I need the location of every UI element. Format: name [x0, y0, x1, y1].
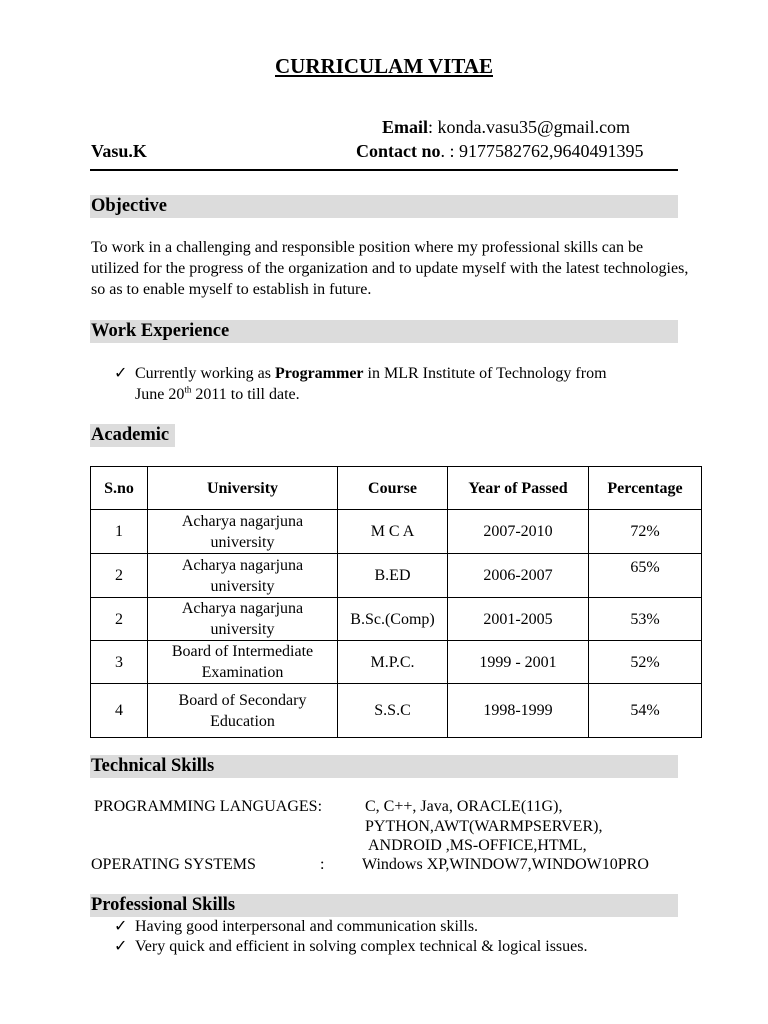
cell-university: Acharya nagarjuna university	[148, 510, 338, 554]
table-row	[91, 598, 702, 641]
cell-sno: 1	[91, 510, 148, 554]
professional-skills-heading: Professional Skills	[90, 894, 678, 917]
programming-languages-line-1: C, C++, Java, ORACLE(11G),	[365, 798, 563, 815]
work-line-1	[135, 363, 695, 384]
work-text-pre: Currently working as	[135, 365, 275, 382]
cell-course: B.ED	[338, 554, 448, 598]
cell-university: Acharya nagarjuna university	[148, 554, 338, 598]
contact-label: Contact no	[356, 141, 441, 161]
operating-systems-value: Windows XP,WINDOW7,WINDOW10PRO	[362, 856, 649, 873]
objective-text: To work in a challenging and responsible position where my professional skills can be utilized for the progress of the organization and to update myself with the latest technologies, so as to enable myself to establish in future.	[91, 239, 689, 298]
checkmark-icon: ✓	[114, 365, 128, 382]
cell-year: 1999 - 2001	[448, 641, 589, 684]
cell-percentage: 54%	[589, 684, 702, 738]
column-header-percentage: Percentage	[589, 467, 702, 510]
document-title: CURRICULAM VITAE	[275, 54, 493, 78]
cell-percentage: 65%	[589, 554, 702, 598]
professional-skill-item	[114, 937, 695, 957]
table-row	[91, 554, 702, 598]
cell-year: 2001-2005	[448, 598, 589, 641]
table-row	[91, 641, 702, 684]
email-label: Email	[382, 117, 429, 137]
cell-year: 2007-2010	[448, 510, 589, 554]
cell-percentage: 72%	[589, 510, 702, 554]
professional-skill-text: Very quick and efficient in solving complex technical & logical issues.	[135, 938, 588, 955]
programming-languages-line-3: ANDROID ,MS-OFFICE,HTML,	[368, 837, 587, 854]
cell-percentage: 53%	[589, 598, 702, 641]
work-experience-heading: Work Experience	[90, 320, 678, 343]
cell-sno: 2	[91, 554, 148, 598]
work-line-2	[135, 384, 695, 405]
cell-percentage: 52%	[589, 641, 702, 684]
technical-skills-heading: Technical Skills	[90, 755, 678, 778]
cell-sno: 2	[91, 598, 148, 641]
table-row	[91, 510, 702, 554]
cell-course: S.S.C	[338, 684, 448, 738]
work-text-post: in MLR Institute of Technology from	[363, 365, 607, 382]
cell-year: 2006-2007	[448, 554, 589, 598]
operating-systems-colon: :	[320, 856, 325, 873]
cell-course: M.P.C.	[338, 641, 448, 684]
professional-skill-text: Having good interpersonal and communication skills.	[135, 918, 479, 935]
cell-sno: 3	[91, 641, 148, 684]
header-divider	[90, 169, 678, 171]
cell-university: Board of Intermediate Examination	[148, 641, 338, 684]
table-header-row	[91, 467, 702, 510]
academic-table	[90, 466, 702, 738]
cell-sno: 4	[91, 684, 148, 738]
contact-line	[356, 141, 644, 162]
objective-heading: Objective	[90, 195, 678, 218]
table-row	[91, 684, 702, 738]
email-line	[382, 117, 630, 138]
work-date-post: 2011 to till date.	[191, 386, 300, 403]
work-date-pre: June 20	[135, 386, 185, 403]
cell-year: 1998-1999	[448, 684, 589, 738]
programming-languages-label: PROGRAMMING LANGUAGES:	[94, 798, 323, 815]
contact-value: . : 9177582762,9640491395	[440, 141, 644, 161]
cell-university: Board of Secondary Education	[148, 684, 338, 738]
checkmark-icon: ✓	[114, 938, 128, 955]
operating-systems-label: OPERATING SYSTEMS	[91, 856, 256, 873]
cell-university: Acharya nagarjuna university	[148, 598, 338, 641]
academic-heading: Academic	[90, 424, 175, 447]
programming-languages-line-2: PYTHON,AWT(WARMPSERVER),	[365, 818, 603, 835]
checkmark-icon: ✓	[114, 918, 128, 935]
professional-skill-item	[114, 917, 695, 937]
column-header-course: Course	[338, 467, 448, 510]
work-date-sup: th	[184, 384, 192, 395]
cell-course: B.Sc.(Comp)	[338, 598, 448, 641]
work-role: Programmer	[274, 365, 364, 382]
column-header-sno: S.no	[91, 467, 148, 510]
column-header-university: University	[148, 467, 338, 510]
column-header-year: Year of Passed	[448, 467, 589, 510]
cell-course: M C A	[338, 510, 448, 554]
work-experience-item	[114, 363, 695, 405]
candidate-name: Vasu.K	[91, 141, 147, 161]
email-value: : konda.vasu35@gmail.com	[428, 117, 631, 137]
